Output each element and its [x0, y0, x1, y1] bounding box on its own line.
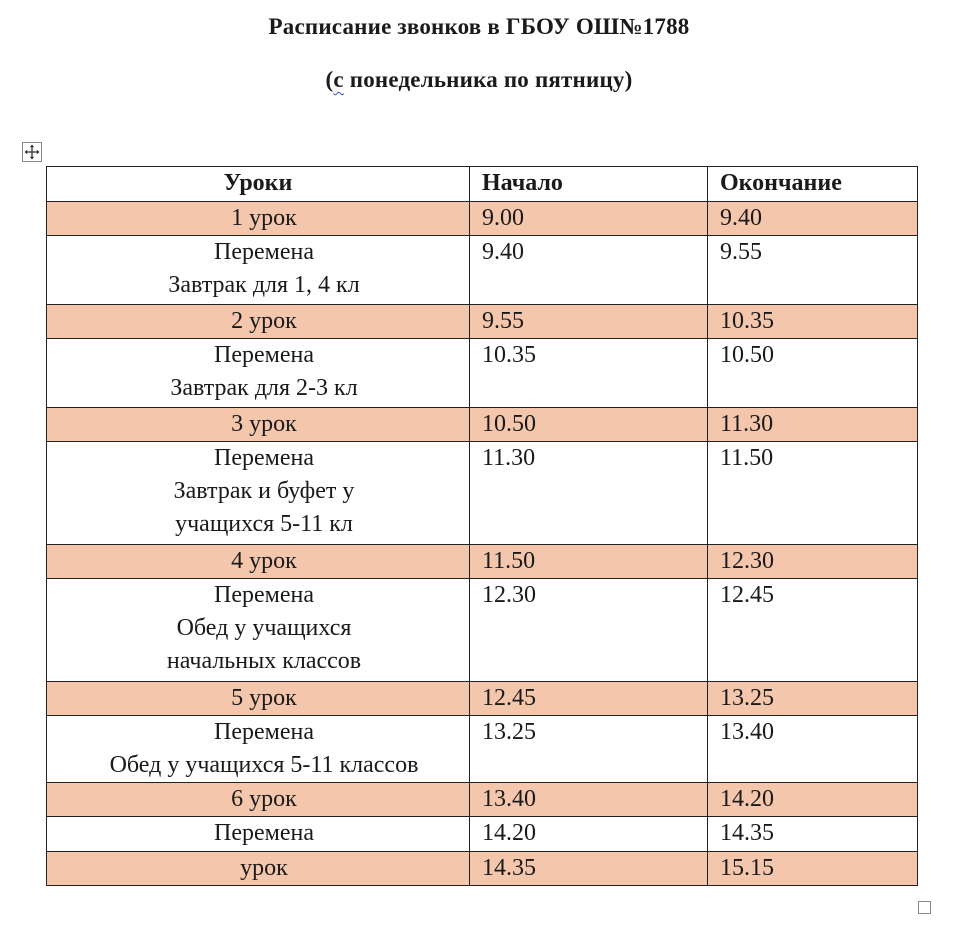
table-resize-handle[interactable]	[918, 901, 931, 914]
row-label-line: начальных классов	[166, 648, 362, 674]
row-start: 12.30	[470, 579, 708, 682]
header-end: Окончание	[708, 167, 918, 202]
row-end: 13.40	[708, 716, 918, 783]
table-row	[47, 783, 918, 817]
row-end: 11.30	[708, 408, 918, 442]
row-label	[47, 339, 470, 408]
row-label-line: Завтрак и буфет у	[173, 478, 355, 504]
row-label-line: Перемена	[214, 719, 314, 745]
row-label-line: учащихся 5-11 кл	[175, 511, 353, 537]
row-start: 9.55	[470, 305, 708, 339]
table-row	[47, 817, 918, 852]
row-label	[47, 202, 470, 236]
row-start: 14.20	[470, 817, 708, 852]
row-end: 10.50	[708, 339, 918, 408]
row-label-line: 3 урок	[231, 411, 297, 437]
table-row	[47, 236, 918, 305]
row-end: 14.35	[708, 817, 918, 852]
row-end: 9.55	[708, 236, 918, 305]
row-label-line: Перемена	[214, 445, 314, 471]
subtitle-text: понедельника по пятницу)	[343, 67, 633, 92]
table-row	[47, 305, 918, 339]
row-label-line: Обед у учащихся 5-11 классов	[109, 752, 419, 778]
subtitle-open-paren: (	[325, 67, 334, 92]
row-end: 15.15	[708, 852, 918, 886]
row-label-line: Перемена	[214, 342, 314, 368]
table-row	[47, 408, 918, 442]
row-start: 11.30	[470, 442, 708, 545]
row-end: 14.20	[708, 783, 918, 817]
table-row	[47, 339, 918, 408]
row-label	[47, 682, 470, 716]
row-label	[47, 579, 470, 682]
row-label-line	[59, 269, 469, 302]
row-start: 11.50	[470, 545, 708, 579]
row-label	[47, 852, 470, 886]
row-label	[47, 545, 470, 579]
row-start: 12.45	[470, 682, 708, 716]
row-label	[47, 716, 470, 783]
table-row	[47, 682, 918, 716]
header-lessons: Уроки	[47, 167, 470, 202]
row-start: 13.40	[470, 783, 708, 817]
table-header-row	[47, 167, 918, 202]
table-row	[47, 852, 918, 886]
row-start: 10.50	[470, 408, 708, 442]
header-start: Начало	[470, 167, 708, 202]
row-start: 9.00	[470, 202, 708, 236]
row-end: 10.35	[708, 305, 918, 339]
row-start: 13.25	[470, 716, 708, 783]
row-label-line: Перемена	[214, 820, 314, 846]
table-row	[47, 202, 918, 236]
table-move-handle-icon[interactable]	[22, 142, 42, 162]
page-title: Расписание звонков в ГБОУ ОШ№1788	[268, 14, 690, 39]
bell-schedule-table	[46, 166, 918, 886]
row-start: 10.35	[470, 339, 708, 408]
row-label-line: Перемена	[214, 239, 314, 265]
row-label	[47, 783, 470, 817]
row-label-line: 2 урок	[231, 308, 297, 334]
row-label-line: Завтрак для 2-3 кл	[170, 375, 358, 401]
row-label-line: 4 урок	[231, 548, 297, 574]
table-row	[47, 579, 918, 682]
row-label	[47, 236, 470, 305]
row-label	[47, 305, 470, 339]
table-row	[47, 716, 918, 783]
table-row	[47, 545, 918, 579]
row-label-line: 6 урок	[231, 786, 297, 812]
row-label	[47, 442, 470, 545]
row-end: 12.45	[708, 579, 918, 682]
row-label-line: Обед у учащихся	[176, 615, 352, 641]
row-label-line-text: Завтрак для 1, 4 кл	[168, 272, 360, 298]
row-end: 11.50	[708, 442, 918, 545]
page-subtitle	[0, 67, 958, 93]
row-end: 12.30	[708, 545, 918, 579]
row-label-line: урок	[240, 855, 288, 881]
subtitle-marked-word: с	[333, 67, 344, 92]
row-label-line: Перемена	[214, 582, 314, 608]
row-end: 13.25	[708, 682, 918, 716]
row-start: 14.35	[470, 852, 708, 886]
row-label-line: 1 урок	[231, 205, 297, 231]
row-label	[47, 817, 470, 852]
row-label-line: 5 урок	[231, 685, 297, 711]
table-row	[47, 442, 918, 545]
row-start: 9.40	[470, 236, 708, 305]
row-end: 9.40	[708, 202, 918, 236]
row-label	[47, 408, 470, 442]
